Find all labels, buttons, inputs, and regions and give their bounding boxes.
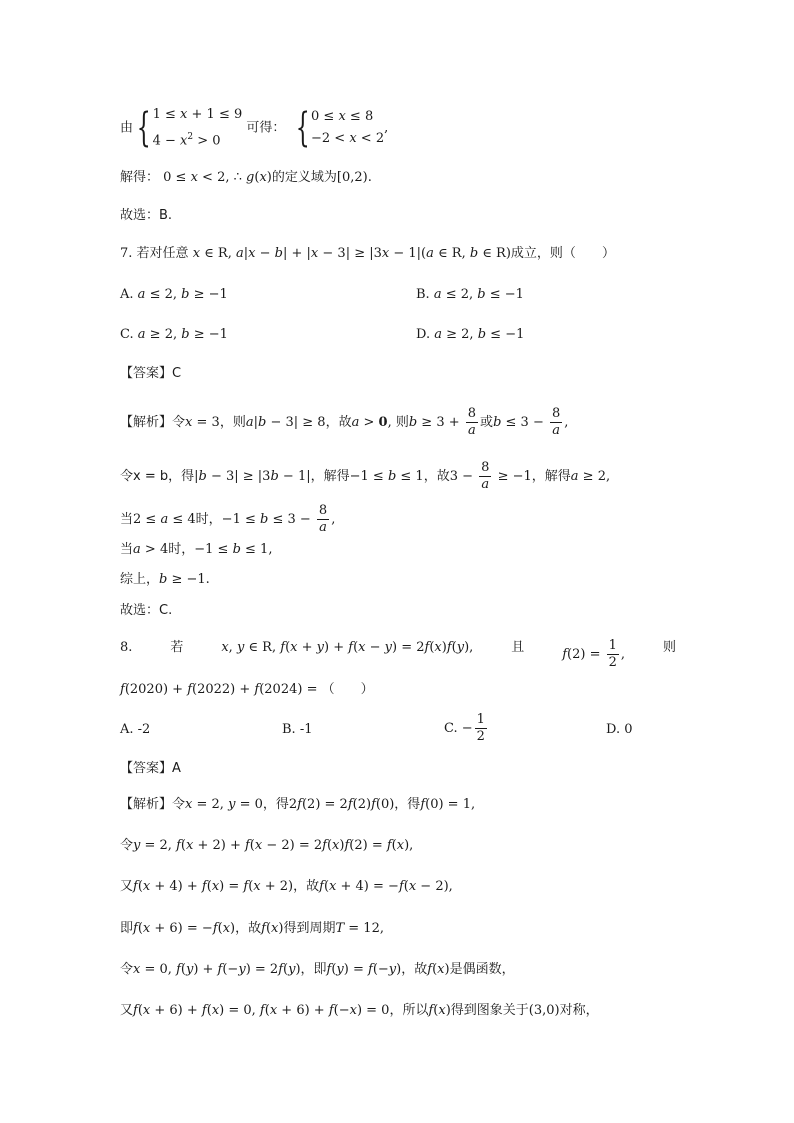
q8-stem: 8. 若 x, y ∈ R, f(x + y) + f(x − y) = 2f(x)f(y), 且 f(2) = $\frac{1}{2}$ , 则	[120, 638, 676, 670]
q8-stem-2: f(2020) + f(2022) + f(2024) = （ ）	[120, 682, 374, 697]
q8-option-b[interactable]: B. -1	[282, 722, 313, 737]
q8-analysis-5: 令x = 0, f(y) + f(−y) = 2f(y)，即f(y) = f(−y)，故f(x)是偶函数，	[120, 962, 515, 977]
q8-answer: 【答案】A	[120, 761, 181, 776]
q8-option-c[interactable]: C. − $\frac{1}{2}$	[444, 712, 485, 744]
q7-answer: 【答案】C	[120, 366, 182, 381]
brace-symbol: {	[136, 105, 151, 152]
q7-option-d[interactable]: D. a ≥ 2, b ≤ −1	[416, 327, 525, 342]
q6-system-line: 由 { 1 ≤ x + 1 ≤ 9 $4 - x^2 > 0$ 可得： { 0 ≤ x ≤ 8 −2 < x < 2 ,	[120, 105, 389, 152]
q6-solution-line: 解得： 0 ≤ x < 2, ∴ g(x)的定义域为[0,2).	[120, 170, 372, 185]
q7-choice: 故选：C.	[120, 603, 173, 618]
q8-analysis-2: 令y = 2, f(x + 2) + f(x − 2) = 2f(x)f(2) = f(x),	[120, 838, 414, 853]
q6-choice: 故选：B.	[120, 208, 173, 223]
q7-option-c[interactable]: C. a ≥ 2, b ≥ −1	[120, 327, 228, 342]
q8-option-a[interactable]: A. -2	[120, 722, 151, 737]
q7-analysis-5: 综上，b ≥ −1.	[120, 572, 210, 587]
q6-system-1: { 1 ≤ x + 1 ≤ 9 $4 - x^2 > 0$	[136, 105, 243, 152]
q7-stem: 7. 若对任意 x ∈ R, a|x − b| + |x − 3| ≥ |3x − 1|(a ∈ R, b ∈ R)成立，则（ ）	[120, 246, 615, 261]
brace-symbol: {	[295, 105, 310, 152]
q8-analysis-6: 又f(x + 6) + f(x) = 0, f(x + 6) + f(−x) = 0，所以f(x)得到图象关于(3,0)对称，	[120, 1003, 599, 1018]
q8-analysis-4: 即f(x + 6) = −f(x)，故f(x)得到周期T = 12,	[120, 921, 384, 936]
q7-analysis-2: 令x = b，得|b − 3| ≥ |3b − 1|，解得−1 ≤ b ≤ 1，故3 − $\frac{8}{a}$ ≥ −1，解得a ≥ 2,	[120, 460, 611, 492]
q6-system-2: { 0 ≤ x ≤ 8 −2 < x < 2	[295, 105, 385, 152]
q7-analysis-4: 当a > 4时，−1 ≤ b ≤ 1,	[120, 542, 273, 557]
q6-kede: 可得：	[246, 120, 286, 136]
q7-analysis-3: 当2 ≤ a ≤ 4时，−1 ≤ b ≤ 3 − $\frac{8}{a}$ ,	[120, 503, 336, 535]
q8-analysis-3: 又f(x + 4) + f(x) = f(x + 2)，故f(x + 4) = −f(x − 2),	[120, 879, 453, 894]
q7-option-a[interactable]: A. a ≤ 2, b ≥ −1	[120, 287, 228, 302]
q7-analysis-1: 【解析】令x = 3，则a|b − 3| ≥ 8，故a > 0, 则b ≥ 3 + $\frac{8}{a}$ 或b ≤ 3 − $\frac{8}{a}$ ,	[120, 406, 569, 438]
q7-option-b[interactable]: B. a ≤ 2, b ≤ −1	[416, 287, 524, 302]
q8-analysis-1: 【解析】令x = 2, y = 0，得2f(2) = 2f(2)f(0)，得f(0) = 1,	[120, 797, 476, 812]
q6-you: 由	[120, 120, 134, 136]
q8-option-d[interactable]: D. 0	[606, 722, 633, 737]
